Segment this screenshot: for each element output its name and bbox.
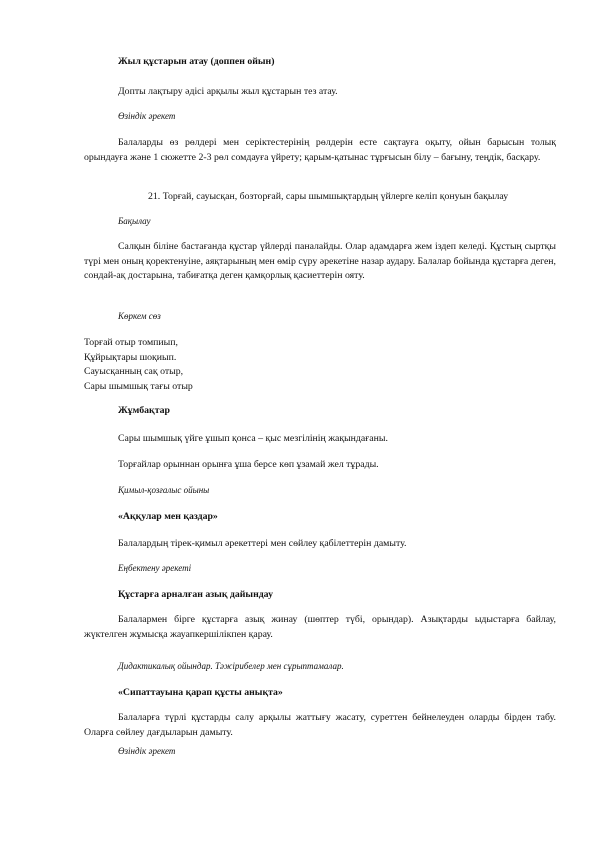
paragraph-riddle-2: Торғайлар орыннан орынға ұша берсе көп ұзамай жел тұрады. — [118, 459, 379, 470]
subheading-didactic-games: Дидактикалық ойындар. Тәжірибелер мен сұрыптамалар. — [118, 661, 344, 671]
poem-line: Құйрықтары шоқиып. — [84, 351, 177, 363]
heading-riddles: Жұмбақтар — [118, 405, 170, 416]
heading-swans-and-geese: «Аққулар мен қаздар» — [118, 511, 218, 522]
poem-line: Торғай отыр томпиып, — [84, 337, 178, 348]
subheading-observation: Бақылау — [118, 216, 151, 226]
subheading-movement-game: Қимыл-қозғалыс ойыны — [118, 485, 210, 495]
poem — [84, 336, 384, 395]
paragraph-movement-skills: Балалардың тірек-қимыл әрекеттері мен сөйлеу қабілеттерін дамыту. — [118, 538, 407, 549]
subheading-labor-activity: Еңбектену әрекеті — [118, 563, 192, 573]
subheading-independent-activity: Өзіндік әрекет — [118, 111, 176, 121]
heading-identify-bird: «Сипаттауына қарап құсты анықта» — [118, 687, 283, 698]
paragraph-feed: Балалармен бірге құстарға азық жинау (шөптер түбі, орындар). Азықтарды ыдыстарға байлау, жүктелген жұмысқа жауапкершілікпен қарау. — [84, 614, 556, 640]
paragraph-observation: Салқын білінe бастағанда құстар үйлерді паналайды. Олар адамдарға жем іздеп келеді. Құстың сыртқы түрі мен оның қоректенуіне, аяқтарының мен өмір сүру әрекетіне назар аудару. Балалар бойында құстарға деген, сондай-ақ достарына, табиғатқа деген қамқорлық қасиеттерін ояту. — [84, 241, 556, 282]
poem-line: Сауысқанның сақ отыр, — [84, 366, 184, 378]
subheading-artistic-word: Көркем сөз — [118, 311, 161, 321]
paragraph-ball-game: Допты лақтыру әдісі арқылы жыл құстарын тез атау. — [118, 86, 338, 97]
poem-line: Сары шымшық тағы отыр — [84, 381, 193, 393]
heading-birds-naming-game: Жыл құстарын атау (доппен ойын) — [118, 56, 275, 67]
paragraph-identify: Балаларға түрлі құстарды салу арқылы жаттығу жасату, суреттен бейнелеуден оларды бірден табу. Оларға сөйлеу дағдыларын дамыту. — [84, 712, 556, 738]
numbered-heading-21: 21. Торғай, сауысқан, бозторғай, сары шымшықтардың үйлерге келіп қонуын бақылау — [148, 191, 509, 202]
paragraph-riddle-1: Сары шымшық үйге ұшып қонса – қыс мезгілінің жақындағаны. — [118, 433, 388, 444]
paragraph-roles: Балаларды өз рөлдері мен серіктестерінің рөлдерін есте сақтауға оқыту, ойын барысын толық орындауға және 1 сюжетте 2-3 рөл сомдауға үйрету; қарым-қатынас тұрғысын білу – бағыну, теңдік, басқару. — [84, 137, 556, 163]
subheading-independent-activity-2: Өзіндік әрекет — [118, 746, 176, 756]
heading-feed-preparation: Құстарға арналған азық дайындау — [118, 589, 273, 600]
